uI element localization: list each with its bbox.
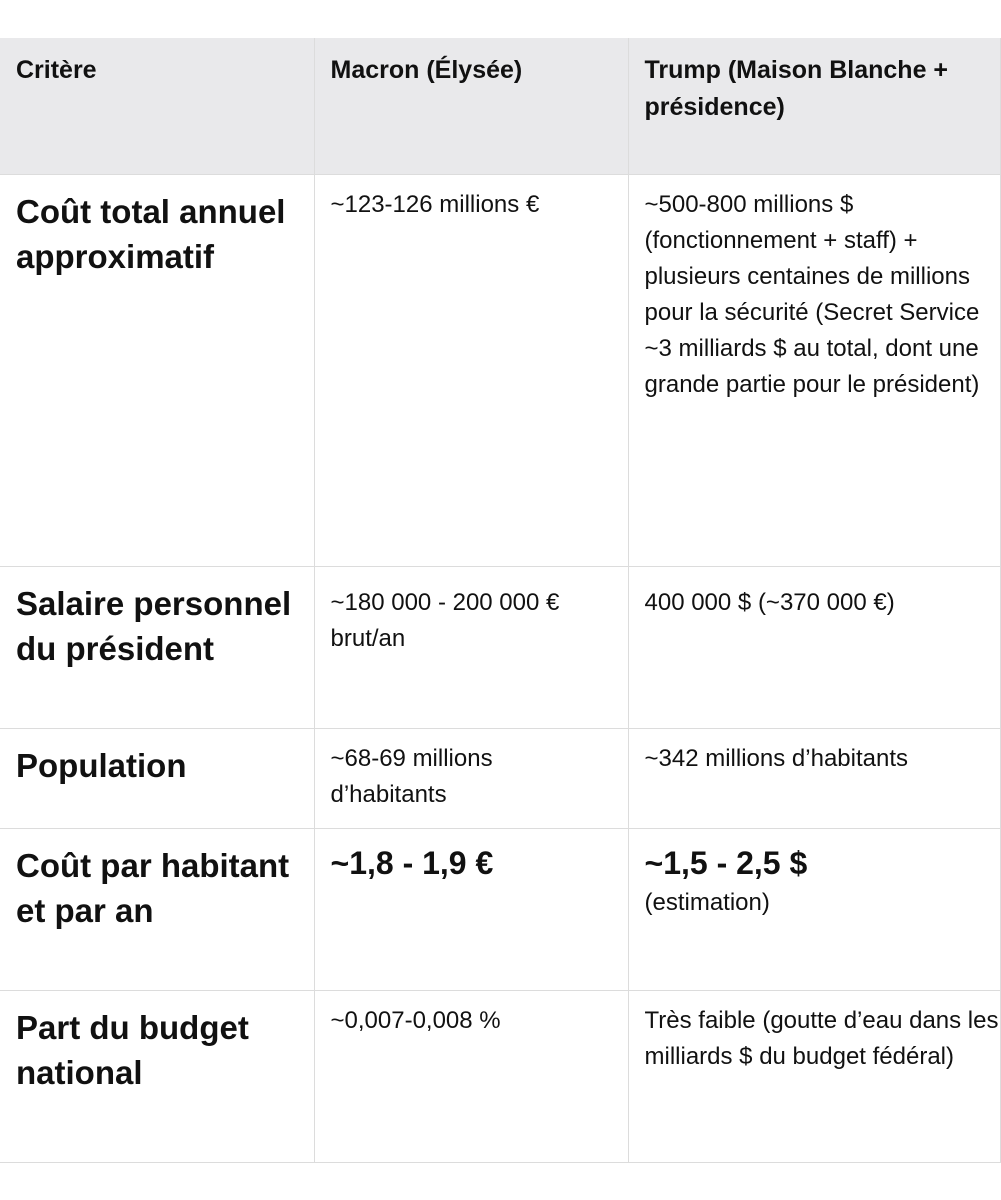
header-criterion: Critère (0, 38, 314, 174)
row-criterion: Coût par habitant et par an (0, 828, 314, 990)
table-row (0, 728, 1000, 828)
row-macron-value (314, 828, 628, 990)
row-trump-value: ~342 millions d’habitants (628, 728, 1000, 828)
comparison-table-container (0, 38, 999, 1163)
row-trump-value: Très faible (goutte d’eau dans les milliards $ du budget fédéral) (628, 990, 1000, 1162)
macron-cost-per-capita: ~1,8 - 1,9 € (330, 844, 494, 881)
header-macron: Macron (Élysée) (314, 38, 628, 174)
row-criterion: Population (0, 728, 314, 828)
row-macron-value: ~180 000 - 200 000 € brut/an (314, 566, 628, 728)
header-trump: Trump (Maison Blanche + présidence) (628, 38, 1000, 174)
row-trump-value (628, 828, 1000, 990)
trump-cost-per-capita: ~1,5 - 2,5 $ (644, 844, 808, 881)
table-row (0, 174, 1000, 566)
row-trump-value: ~500-800 millions $ (fonctionnement + staff) + plusieurs centaines de millions pour la sécurité (Secret Service ~3 milliards $ au total, dont une grande partie pour le président) (628, 174, 1000, 566)
row-criterion: Salaire personnel du président (0, 566, 314, 728)
row-macron-value: ~0,007-0,008 % (314, 990, 628, 1162)
table-row (0, 828, 1000, 990)
comparison-table (0, 38, 1001, 1163)
row-criterion: Part du budget national (0, 990, 314, 1162)
row-macron-value: ~123-126 millions € (314, 174, 628, 566)
row-trump-value: 400 000 $ (~370 000 €) (628, 566, 1000, 728)
table-header-row (0, 38, 1000, 174)
table-row (0, 990, 1000, 1162)
row-criterion: Coût total annuel approximatif (0, 174, 314, 566)
trump-cost-note: (estimation) (644, 888, 770, 916)
row-macron-value: ~68-69 millions d’habitants (314, 728, 628, 828)
table-row (0, 566, 1000, 728)
